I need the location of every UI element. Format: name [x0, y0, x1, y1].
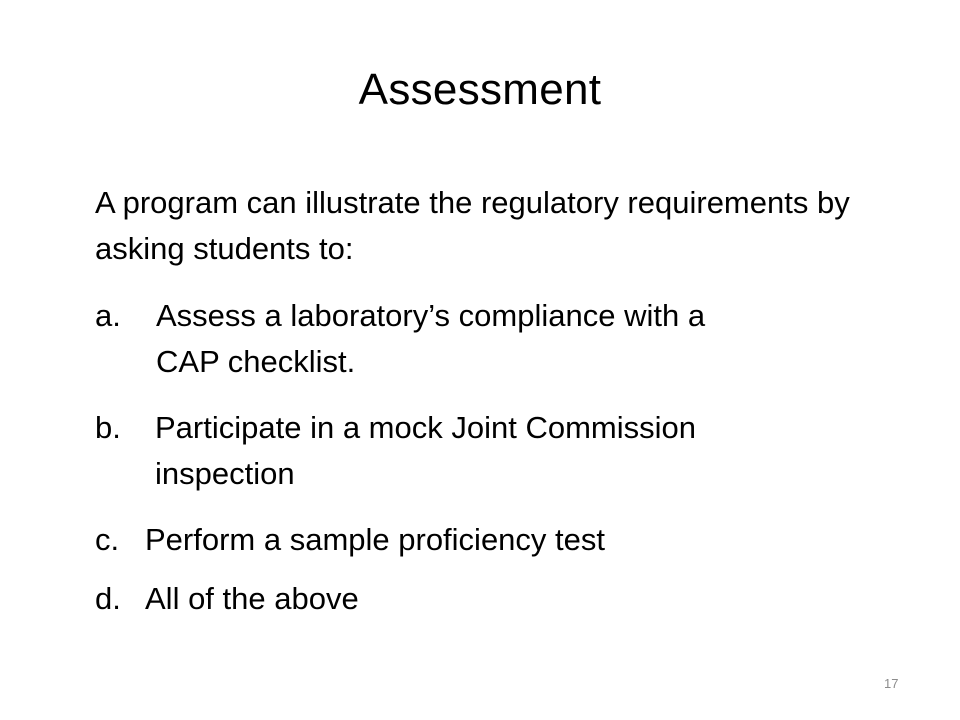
- slide-title: Assessment: [358, 65, 602, 114]
- option-line: Assess a laboratory’s compliance with a: [156, 298, 706, 333]
- option-marker: d.: [95, 581, 121, 616]
- answer-option-a: [95, 293, 895, 385]
- option-line: inspection: [155, 456, 295, 491]
- option-marker: c.: [95, 522, 120, 557]
- option-line: Participate in a mock Joint Commission: [155, 410, 696, 445]
- option-line: Perform a sample proficiency test: [145, 522, 606, 557]
- answer-option-d: [95, 576, 895, 622]
- option-line: CAP checklist.: [156, 344, 356, 379]
- answer-option-c: [95, 517, 895, 563]
- question-intro: A program can illustrate the regulatory requirements by asking students to:: [95, 185, 850, 266]
- option-line: All of the above: [145, 581, 359, 616]
- option-marker: a.: [95, 298, 121, 333]
- answer-option-b: [95, 405, 895, 497]
- page-number: 17: [884, 676, 899, 691]
- option-marker: b.: [95, 410, 121, 445]
